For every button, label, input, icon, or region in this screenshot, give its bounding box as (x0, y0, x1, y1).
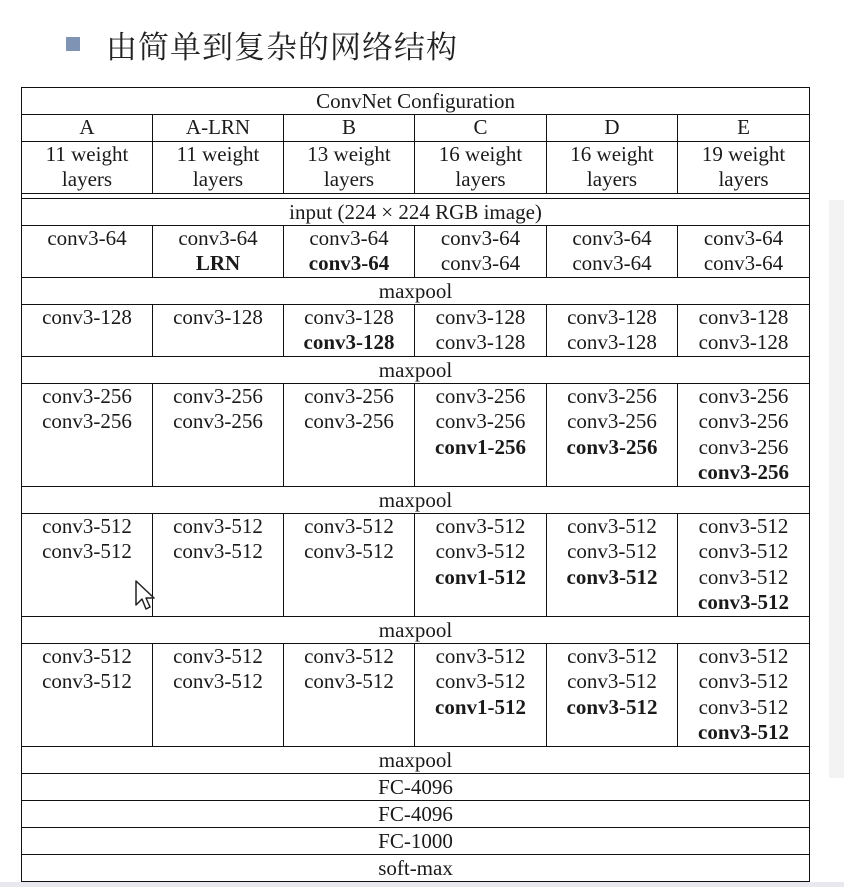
depth-line: 16 weight (570, 141, 654, 166)
depth-cell (284, 141, 415, 193)
layer-label: conv3-512 (42, 539, 132, 563)
layer-label: conv3-512 (567, 539, 657, 563)
layer-label: conv3-128 (698, 304, 789, 329)
layer-cell (284, 304, 415, 356)
layer-cell (415, 513, 547, 616)
layer-label: conv3-64 (440, 251, 521, 275)
conv-block-row (22, 383, 810, 486)
layer-cell (547, 225, 678, 277)
layer-cell (284, 383, 415, 486)
layer-label: conv3-512 (566, 564, 658, 589)
column-header: E (678, 115, 810, 142)
layer-label: LRN (195, 251, 241, 275)
maxpool-row: maxpool (22, 486, 810, 513)
layer-cell (678, 225, 810, 277)
column-header: A-LRN (153, 115, 284, 142)
layer-cell (22, 643, 153, 746)
column-header-row (22, 115, 810, 142)
layer-label: conv3-512 (42, 513, 132, 538)
depth-line: layers (455, 167, 506, 191)
depth-line: layers (718, 167, 769, 191)
maxpool-row: maxpool (22, 616, 810, 643)
depth-line: layers (323, 167, 375, 191)
layer-label: conv3-64 (703, 225, 784, 250)
layer-label: conv3-64 (308, 251, 390, 275)
column-header: A (22, 115, 153, 142)
layer-cell (153, 304, 284, 356)
layer-label: conv3-128 (173, 304, 263, 329)
layer-label: conv3-256 (567, 383, 657, 408)
layer-label: conv3-512 (304, 539, 394, 563)
layer-label: conv3-256 (698, 409, 789, 433)
column-header: C (415, 115, 547, 142)
convnet-table-container (21, 87, 809, 882)
maxpool-row: maxpool (22, 746, 810, 773)
depth-cell (678, 141, 810, 193)
bottom-strip (0, 882, 844, 887)
layer-label: conv3-512 (173, 513, 263, 538)
depth-line: layers (192, 167, 244, 191)
layer-cell (415, 383, 547, 486)
layer-label: conv3-512 (698, 564, 789, 589)
layer-label: conv3-256 (435, 409, 526, 433)
layer-label: conv3-64 (47, 225, 127, 250)
layer-label: conv3-512 (566, 694, 658, 719)
column-header: D (547, 115, 678, 142)
convnet-configuration-table (21, 87, 810, 882)
layer-label: conv3-512 (42, 669, 132, 693)
layer-label: conv1-512 (435, 564, 526, 589)
layer-cell (415, 643, 547, 746)
layer-cell (415, 304, 547, 356)
layer-label: conv3-256 (173, 383, 263, 408)
layer-label: conv3-256 (304, 409, 394, 433)
layer-label: conv3-512 (435, 643, 526, 668)
layer-label: conv3-512 (698, 539, 789, 563)
softmax-row: soft-max (22, 854, 810, 881)
layer-cell (415, 225, 547, 277)
layer-label: conv3-128 (304, 304, 394, 329)
layer-label: conv3-512 (698, 513, 789, 538)
layer-label: conv3-128 (42, 304, 132, 329)
depth-cell (547, 141, 678, 193)
layer-label: conv3-512 (304, 513, 394, 538)
depth-row (22, 141, 810, 193)
depth-line: 13 weight (307, 141, 391, 166)
layer-label: conv3-64 (703, 251, 784, 275)
fc-1000-row: FC-1000 (22, 827, 810, 854)
layer-cell (547, 513, 678, 616)
layer-cell (153, 643, 284, 746)
layer-label: conv3-512 (304, 643, 394, 668)
layer-cell (22, 304, 153, 356)
layer-label: conv3-128 (567, 330, 657, 354)
layer-cell (547, 304, 678, 356)
layer-label: conv3-256 (304, 383, 394, 408)
layer-label: conv3-64 (309, 225, 389, 250)
depth-cell (415, 141, 547, 193)
depth-cell (22, 141, 153, 193)
depth-line: 16 weight (438, 141, 523, 166)
layer-cell (22, 513, 153, 616)
layer-label: conv3-256 (173, 409, 263, 433)
layer-cell (153, 225, 284, 277)
layer-label: conv3-256 (698, 460, 790, 484)
layer-cell (153, 383, 284, 486)
depth-line: layers (61, 167, 113, 191)
layer-label: conv3-64 (440, 225, 521, 250)
layer-label: conv3-512 (698, 720, 790, 744)
layer-label: conv3-512 (567, 643, 657, 668)
square-bullet-icon (66, 37, 80, 51)
layer-label: conv3-512 (435, 539, 526, 563)
layer-label: conv3-512 (42, 643, 132, 668)
layer-label: conv3-128 (435, 304, 526, 329)
layer-label: conv3-256 (435, 383, 526, 408)
layer-label: conv3-64 (178, 225, 258, 250)
layer-label: conv3-512 (567, 669, 657, 693)
input-row: input (224 × 224 RGB image) (22, 198, 810, 225)
layer-label: conv3-256 (42, 383, 132, 408)
layer-label: conv3-128 (567, 304, 657, 329)
layer-label: conv3-64 (572, 251, 652, 275)
depth-line: 19 weight (701, 141, 786, 166)
layer-label: conv3-512 (698, 669, 789, 693)
conv-block-row (22, 304, 810, 356)
layer-cell (22, 383, 153, 486)
layer-label: conv3-128 (303, 330, 395, 354)
layer-cell (678, 304, 810, 356)
layer-cell (284, 513, 415, 616)
layer-label: conv3-512 (173, 539, 263, 563)
depth-line: 11 weight (45, 141, 129, 166)
layer-cell (22, 225, 153, 277)
layer-label: conv3-512 (435, 513, 526, 538)
layer-cell (284, 643, 415, 746)
slide-heading (66, 24, 458, 64)
depth-line: 11 weight (176, 141, 260, 166)
layer-label: conv3-128 (698, 330, 789, 354)
layer-label: conv3-256 (42, 409, 132, 433)
layer-cell (547, 643, 678, 746)
column-header: B (284, 115, 415, 142)
slide-title: 由简单到复杂的网络结构 (106, 29, 458, 66)
layer-cell (678, 383, 810, 486)
layer-label: conv3-256 (567, 409, 657, 433)
layer-label: conv3-512 (698, 694, 789, 719)
maxpool-row: maxpool (22, 356, 810, 383)
layer-cell (284, 225, 415, 277)
mouse-pointer-icon (134, 579, 156, 613)
layer-cell (547, 383, 678, 486)
side-panel (829, 200, 844, 778)
layer-label: conv3-512 (698, 590, 790, 614)
layer-cell (153, 513, 284, 616)
layer-label: conv3-64 (572, 225, 652, 250)
layer-cell (678, 643, 810, 746)
layer-label: conv3-256 (698, 383, 789, 408)
layer-label: conv3-512 (173, 669, 263, 693)
layer-label: conv3-256 (698, 434, 789, 459)
layer-label: conv1-256 (435, 434, 526, 459)
fc-4096-row: FC-4096 (22, 800, 810, 827)
layer-label: conv3-512 (173, 643, 263, 668)
maxpool-row: maxpool (22, 277, 810, 304)
depth-cell (153, 141, 284, 193)
layer-label: conv3-512 (567, 513, 657, 538)
layer-label: conv3-512 (435, 669, 526, 693)
conv-block-row (22, 643, 810, 746)
layer-label: conv1-512 (435, 694, 526, 719)
fc-4096-row: FC-4096 (22, 773, 810, 800)
layer-label: conv3-512 (698, 643, 789, 668)
layer-label: conv3-256 (566, 434, 658, 459)
layer-label: conv3-128 (435, 330, 526, 354)
conv-block-row (22, 225, 810, 277)
depth-line: layers (586, 167, 638, 191)
table-caption: ConvNet Configuration (22, 88, 810, 115)
layer-cell (678, 513, 810, 616)
layer-label: conv3-512 (304, 669, 394, 693)
